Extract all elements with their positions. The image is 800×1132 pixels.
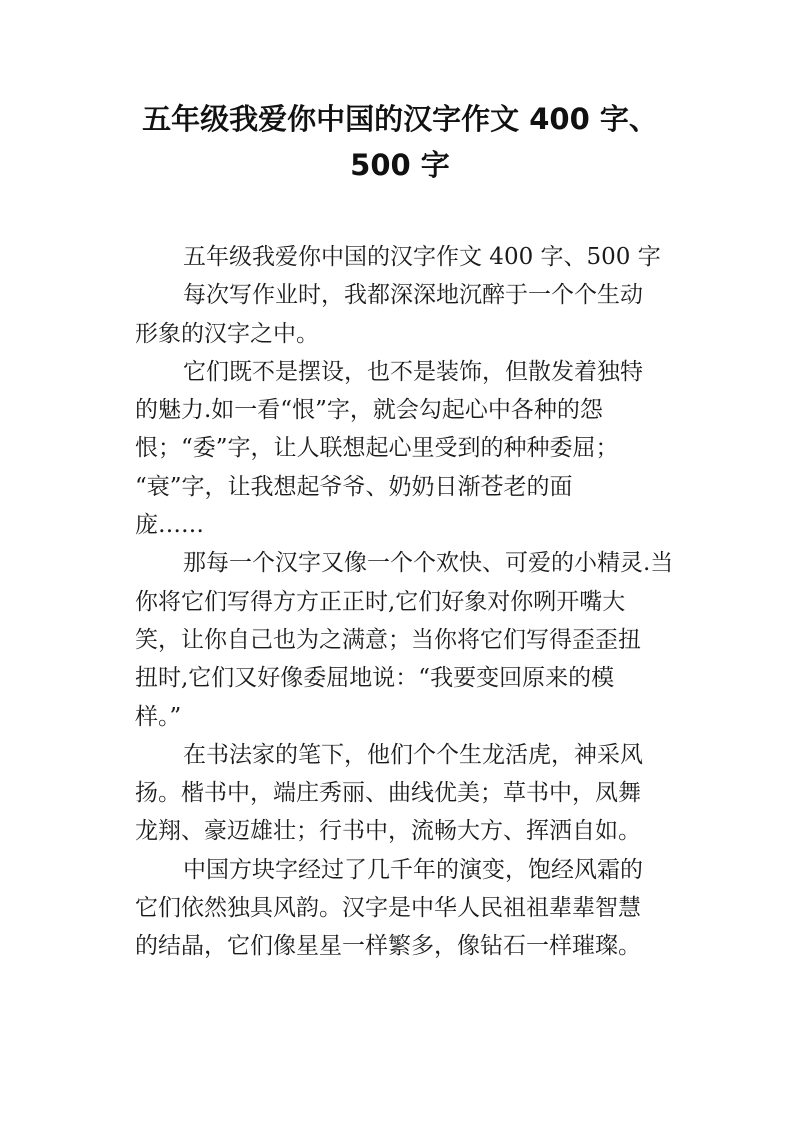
paragraph — [135, 736, 710, 851]
text-line: 它们既不是摆设，也不是装饰，但散发着独特 — [183, 358, 643, 385]
text-line: 的魅力.如一看“恨”字，就会勾起心中各种的怨 — [135, 397, 603, 424]
text-line: 形象的汉字之中。 — [135, 320, 319, 347]
paragraph — [135, 851, 710, 966]
title-line: 500 字 — [350, 148, 450, 182]
title-line: 五年级我爱你中国的汉字作文 400 字、 — [142, 102, 658, 136]
text-line: 在书法家的笔下，他们个个生龙活虎，神采风 — [183, 741, 643, 768]
text-line: 中国方块字经过了几千年的演变，饱经风霜的 — [183, 856, 643, 883]
text-line: 庞…… — [135, 512, 204, 539]
text-line: 扬。楷书中，端庄秀丽、曲线优美；草书中，凤舞 — [135, 780, 641, 807]
text-line: 的结晶，它们像星星一样繁多，像钻石一样璀璨。 — [135, 933, 641, 960]
text-line: 扭时,它们又好像委屈地说：“我要变回原来的模 — [135, 665, 615, 692]
text-line: 它们依然独具风韵。汉字是中华人民祖祖辈辈智慧 — [135, 895, 641, 922]
text-line: 每次写作业时，我都深深地沉醉于一个个生动 — [183, 282, 643, 309]
paragraph — [135, 276, 710, 353]
text-line: “衰”字，让我想起爷爷、奶奶日渐苍老的面 — [135, 473, 573, 500]
text-line: 五年级我爱你中国的汉字作文 400 字、500 字 — [183, 244, 661, 270]
document-title — [100, 96, 700, 188]
text-line: 恨；“委”字，让人联想起心里受到的种种委屈； — [135, 435, 619, 462]
paragraph — [135, 238, 710, 276]
document-body — [135, 238, 710, 966]
text-line: 你将它们写得方方正正时,它们好象对你咧开嘴大 — [135, 588, 626, 615]
text-line: 笑，让你自己也为之满意；当你将它们写得歪歪扭 — [135, 626, 641, 653]
paragraph — [135, 353, 710, 544]
text-line: 龙翔、豪迈雄壮；行书中，流畅大方、挥洒自如。 — [135, 818, 641, 845]
text-line: 那每一个汉字又像一个个欢快、可爱的小精灵.当 — [183, 550, 674, 577]
text-line: 样。” — [135, 703, 182, 730]
paragraph — [135, 544, 710, 735]
